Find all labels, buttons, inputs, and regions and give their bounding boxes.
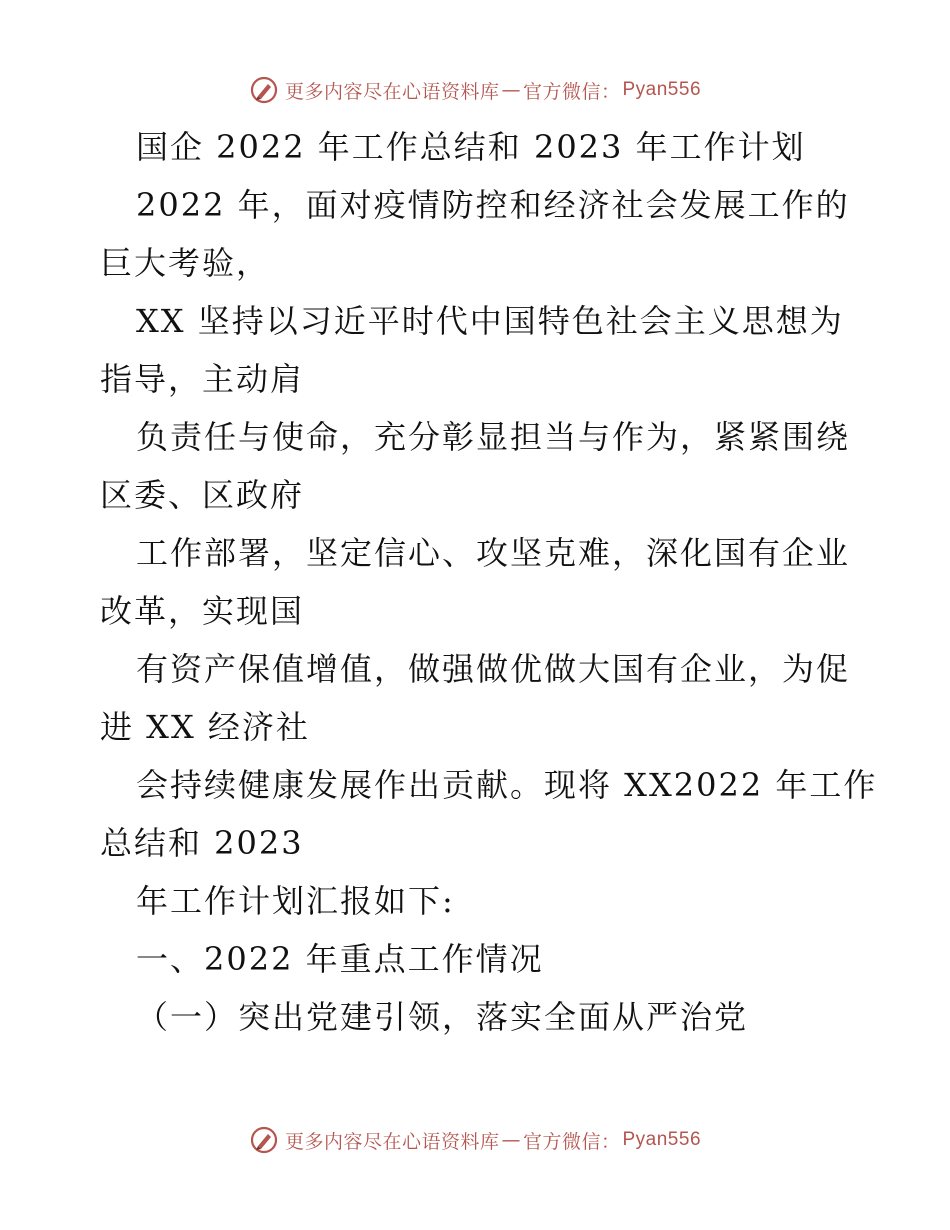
paragraph-line: 2022 年，面对疫情防控和经济社会发展工作的 [136, 186, 850, 224]
watermark-separator: — [501, 79, 521, 101]
watermark-id: Pyan556 [622, 79, 702, 100]
watermark-text: 更多内容尽在心语资料库 [284, 80, 500, 103]
document-title: 国企 2022 年工作总结和 2023 年工作计划 [136, 128, 806, 166]
watermark-text: 更多内容尽在心语资料库 [284, 1130, 500, 1153]
watermark-label: 官方微信： [522, 1130, 621, 1153]
watermark-label: 官方微信： [522, 80, 621, 103]
paragraph-line: 工作部署，坚定信心、攻坚克难，深化国有企业 [136, 534, 851, 572]
pen-logo-icon [249, 75, 279, 105]
section-heading: 一、2022 年重点工作情况 [136, 940, 544, 978]
paragraph-line: 改革，实现国 [100, 592, 305, 630]
paragraph-line: 会持续健康发展作出贡献。现将 XX2022 年工作 [136, 766, 878, 804]
paragraph-line: 负责任与使命，充分彰显担当与作为，紧紧围绕 [136, 418, 851, 456]
paragraph-line: 指导，主动肩 [100, 360, 305, 398]
watermark-footer [0, 1120, 950, 1160]
document-body [100, 118, 878, 1046]
subsection-heading: （一）突出党建引领，落实全面从严治党 [136, 998, 749, 1036]
paragraph-line: 有资产保值增值，做强做优做大国有企业，为促 [136, 650, 851, 688]
watermark-id: Pyan556 [622, 1129, 702, 1150]
paragraph-line: 进 XX 经济社 [100, 708, 310, 746]
paragraph-line: 总结和 2023 [100, 824, 304, 862]
watermark-header [0, 70, 950, 110]
paragraph-line: 区委、区政府 [100, 476, 305, 514]
paragraph-line: XX 坚持以习近平时代中国特色社会主义思想为 [136, 302, 844, 340]
watermark-separator: — [501, 1129, 521, 1151]
paragraph-line: 年工作计划汇报如下: [136, 882, 455, 920]
paragraph-line: 巨大考验， [100, 244, 271, 282]
pen-logo-icon [249, 1125, 279, 1155]
